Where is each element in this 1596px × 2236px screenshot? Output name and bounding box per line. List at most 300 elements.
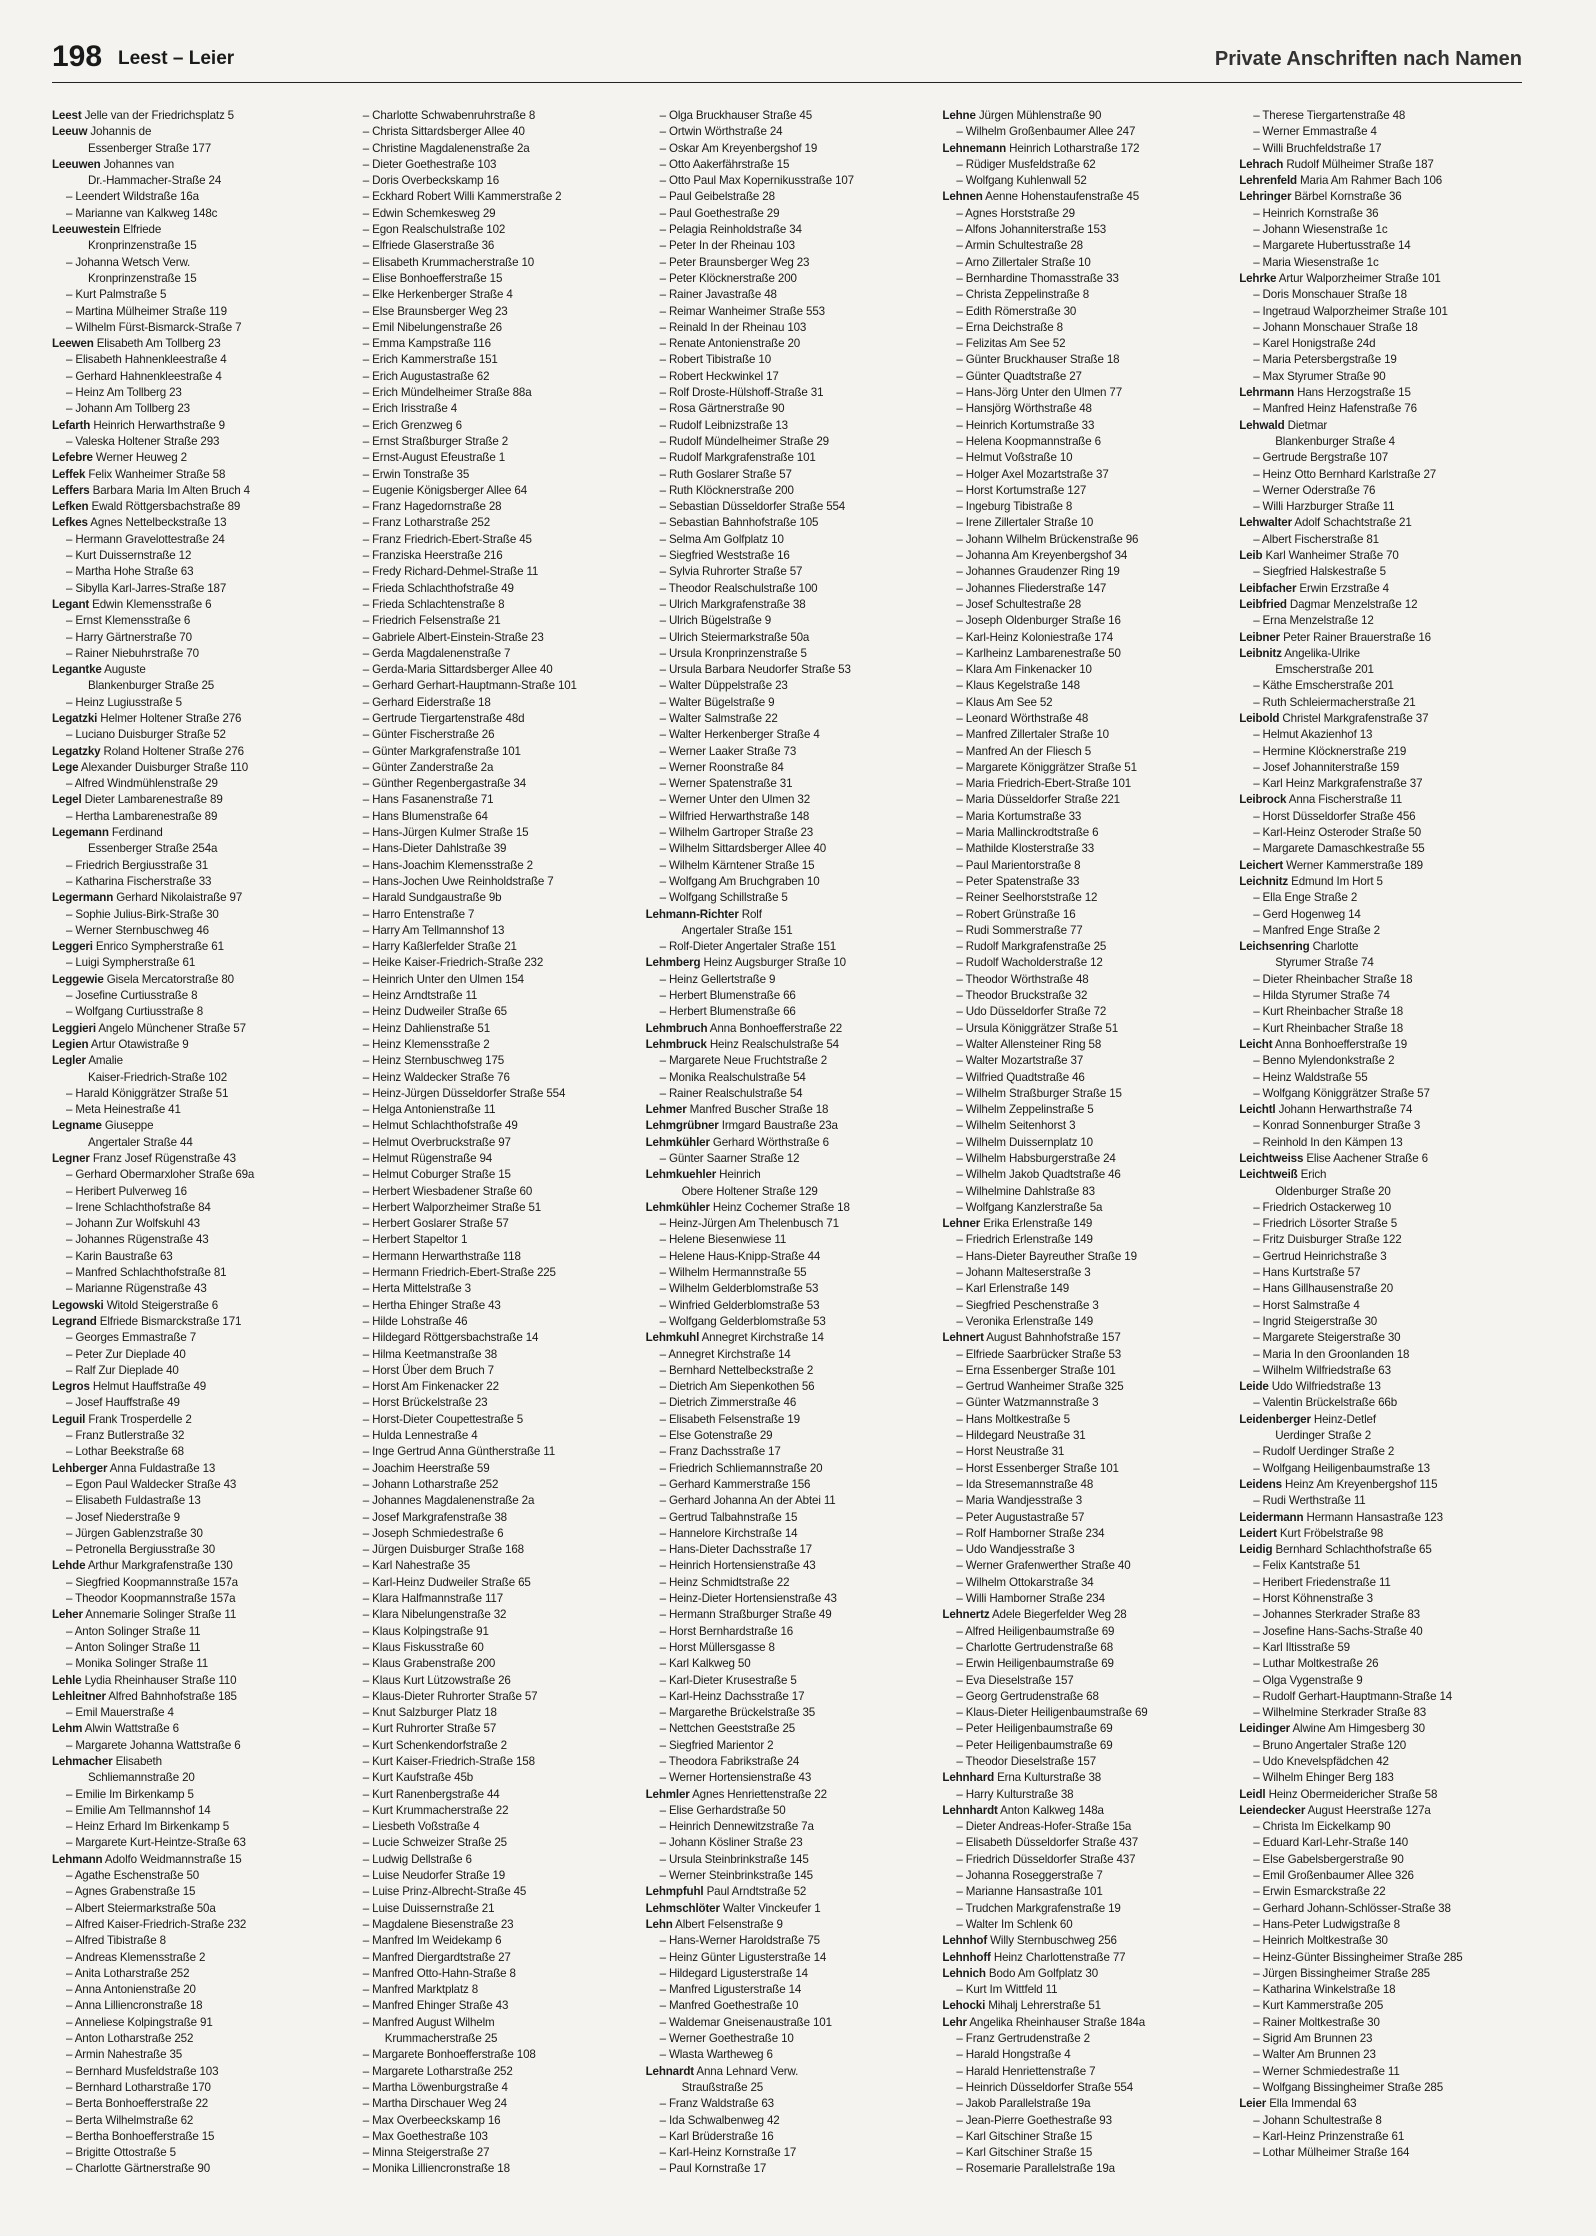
directory-entry: – Rudolf Mündelheimer Straße 29 (659, 434, 829, 448)
directory-entry: – Kurt Im Wittfeld 11 (956, 1983, 1058, 1997)
directory-entry: – Theodor Koopmannstraße 157a (66, 1592, 236, 1606)
directory-entry: – Johann Monschauer Straße 18 (1253, 320, 1418, 334)
directory-entry: – Egon Realschulstraße 102 (362, 223, 506, 237)
surname: Leichsenring (1239, 940, 1310, 954)
directory-entry: – Johann Wiesenstraße 1c (1253, 223, 1388, 237)
directory-entry: – Dieter Rheinbacher Straße 18 (1253, 972, 1413, 986)
surname: Lehnen (942, 190, 983, 204)
directory-entry: – Helmut Akazienhof 13 (1253, 728, 1373, 742)
directory-entry: – Kurt Duissernstraße 12 (66, 549, 192, 563)
directory-entry: Angertaler Straße 44 (88, 1135, 193, 1149)
directory-entry: – Klara Halfmannstraße 117 (362, 1592, 504, 1606)
directory-entry: – Rolf Hamborner Straße 234 (956, 1526, 1105, 1540)
directory-entry: Lehm Alwin Wattstraße 6 (52, 1722, 179, 1736)
directory-entry: – Liesbeth Voßstraße 4 (362, 1820, 480, 1834)
directory-entry: Leest Jelle van der Friedrichsplatz 5 (52, 109, 234, 122)
directory-entry: – Wilhelm Gartroper Straße 23 (659, 826, 814, 840)
directory-entry: – Anneliese Kolpingstraße 91 (66, 2015, 213, 2029)
directory-entry: – Alfons Johanniterstraße 153 (956, 223, 1107, 237)
directory-entry: – Rudolf Markgrafenstraße 101 (659, 451, 816, 465)
surname: Legant (52, 597, 90, 611)
directory-entry: – Elisabeth Düsseldorfer Straße 437 (956, 1836, 1139, 1850)
directory-entry: – Heinz Klemensstraße 2 (362, 1037, 490, 1051)
directory-entry: – Rudolf Wacholderstraße 12 (956, 956, 1103, 970)
directory-entry: Legatzki Helmer Holtener Straße 276 (52, 711, 242, 725)
directory-entry: – Wolfgang Kuhlenwall 52 (956, 174, 1087, 188)
directory-entry: – Walter Mozartstraße 37 (956, 1054, 1084, 1068)
directory-column-1 (52, 108, 335, 2218)
surname: Lehnhard (942, 1771, 995, 1785)
directory-entry: Lehnertz Adele Biegerfelder Weg 28 (942, 1608, 1127, 1622)
directory-entry: – Karin Baustraße 63 (66, 1249, 173, 1263)
directory-entry: – Katharina Fischerstraße 33 (66, 874, 212, 888)
directory-entry: – Werner Hortensienstraße 43 (659, 1771, 812, 1785)
directory-entry: – Eva Dieselstraße 157 (956, 1673, 1074, 1687)
directory-entry: – Elisabeth Felsenstraße 19 (659, 1412, 800, 1426)
directory-entry: – Margarete Königgrätzer Straße 51 (956, 760, 1137, 774)
directory-entry: – Harro Entenstraße 7 (362, 907, 475, 921)
directory-entry: – Peter Augustastraße 57 (956, 1510, 1085, 1524)
directory-entry: – Theodor Realschulstraße 100 (659, 581, 818, 595)
directory-entry: – Elise Bonhoefferstraße 15 (362, 271, 503, 285)
directory-entry: – Johann Zur Wolfskuhl 43 (66, 1217, 200, 1231)
directory-column-3 (646, 108, 929, 2218)
directory-entry: – Wilhelm Seitenhorst 3 (956, 1119, 1076, 1133)
directory-entry: – Sebastian Düsseldorfer Straße 554 (659, 500, 846, 514)
directory-entry: – Dietrich Am Siepenkothen 56 (659, 1380, 815, 1394)
directory-entry: – Franz Lotharstraße 252 (362, 516, 491, 530)
directory-entry: – Karl-Heinz Kornstraße 17 (659, 2146, 797, 2160)
directory-entry: Lege Alexander Duisburger Straße 110 (52, 760, 249, 774)
directory-entry: – Winfried Gelderblomstraße 53 (659, 1298, 820, 1312)
directory-entry: Legien Artur Otawistraße 9 (52, 1037, 189, 1051)
directory-entry: – Joseph Oldenburger Straße 16 (956, 614, 1121, 628)
directory-entry: – Hans Moltkestraße 5 (956, 1412, 1070, 1426)
directory-entry: – Wilhelm Großenbaumer Allee 247 (956, 125, 1136, 139)
directory-entry: – Eduard Karl-Lehr-Straße 140 (1253, 1836, 1409, 1850)
directory-entry: Lehringer Bärbel Kornstraße 36 (1239, 190, 1402, 204)
directory-entry: – Herta Mittelstraße 3 (362, 1282, 471, 1296)
directory-entry: Leeuwen Johannes van (52, 157, 175, 171)
directory-entry: – Horst Müllersgasse 8 (659, 1640, 775, 1654)
directory-entry: – Werner Schmiedestraße 11 (1253, 2064, 1400, 2078)
surname: Lehner (942, 1217, 981, 1231)
directory-entry: – Harry Am Tellmannshof 13 (362, 923, 505, 937)
directory-entry: Lehnhardt Anton Kalkweg 148a (942, 1803, 1104, 1817)
directory-entry: – Hans Blumenstraße 64 (362, 809, 488, 823)
directory-entry: – Horst Bernhardstraße 16 (659, 1624, 794, 1638)
directory-entry: – Gerhard Hahnenkleestraße 4 (66, 369, 222, 383)
directory-entry: – Hans Fasanenstraße 71 (362, 793, 494, 807)
directory-entry: – Sophie Julius-Birk-Straße 30 (66, 907, 219, 921)
directory-entry: Lehmann-Richter Rolf (645, 907, 762, 921)
surname: Lehberger (52, 1461, 108, 1475)
directory-entry: Legemann Ferdinand (52, 826, 163, 840)
surname: Legname (52, 1119, 102, 1133)
surname: Legien (52, 1037, 89, 1051)
directory-entry: – Harry Gärtnerstraße 70 (66, 630, 192, 644)
surname: Leibnitz (1239, 646, 1282, 660)
directory-entry: – Frieda Schlachtenstraße 8 (362, 597, 505, 611)
directory-entry: – Werner Grafenwerther Straße 40 (956, 1559, 1131, 1573)
directory-entry: – Luise Neudorfer Straße 19 (362, 1869, 506, 1883)
directory-entry: – Helmut Overbruckstraße 97 (362, 1135, 511, 1149)
surname: Leichtweiß (1239, 1168, 1298, 1182)
directory-entry: – Johann Wilhelm Brückenstraße 96 (956, 532, 1139, 546)
directory-entry: – Peter Heiligenbaumstraße 69 (956, 1722, 1113, 1736)
surname: Leicht (1239, 1037, 1273, 1051)
directory-entry: – Manfred Enge Straße 2 (1253, 923, 1380, 937)
directory-entry: – Gerhard Gerhart-Hauptmann-Straße 101 (362, 679, 577, 693)
directory-entry: – Katharina Winkelstraße 18 (1253, 1983, 1396, 1997)
directory-entry: – Felix Kantstraße 51 (1253, 1559, 1361, 1573)
directory-entry: – Hildegard Ligusterstraße 14 (659, 1966, 808, 1980)
directory-entry: – Else Braunsberger Weg 23 (362, 304, 508, 318)
directory-entry: – Karl-Heinz Osteroder Straße 50 (1253, 826, 1422, 840)
directory-entry: – Johannes Magdalenenstraße 2a (362, 1494, 535, 1508)
directory-entry: – Josef Johanniterstraße 159 (1253, 760, 1400, 774)
directory-entry: Lehnen Aenne Hohenstaufenstraße 45 (942, 190, 1140, 204)
directory-entry: – Heinz Waldstraße 55 (1253, 1070, 1368, 1084)
directory-entry: – Manfred An der Fliesch 5 (956, 744, 1092, 758)
directory-entry: – Hans-Dieter Bayreuther Straße 19 (956, 1249, 1137, 1263)
directory-entry: Leichnitz Edmund Im Hort 5 (1239, 874, 1383, 888)
directory-entry: Lehmpfuhl Paul Arndtstraße 52 (645, 1885, 807, 1899)
directory-entry: – Wolfgang Schillstraße 5 (659, 891, 788, 905)
directory-entry: – Christa Sittardsberger Allee 40 (362, 125, 525, 139)
directory-entry: – Sibylla Karl-Jarres-Straße 187 (66, 581, 227, 595)
surname: Lehde (52, 1559, 86, 1573)
directory-entry: – Siegfried Koopmannstraße 157a (66, 1575, 238, 1589)
surname: Legowski (52, 1298, 104, 1312)
surname: Lehnhardt (942, 1803, 998, 1817)
directory-entry: – Pelagia Reinholdstraße 34 (659, 223, 802, 237)
surname: Lehnhoff (942, 1950, 991, 1964)
directory-entry: – Eugenie Königsberger Allee 64 (362, 483, 528, 497)
surname: Lehmacher (52, 1754, 113, 1768)
directory-entry: Lehrenfeld Maria Am Rahmer Bach 106 (1239, 174, 1443, 188)
directory-entry: Lefken Ewald Röttgersbachstraße 89 (52, 500, 241, 514)
directory-entry: – Karl Brüderstraße 16 (659, 2129, 774, 2143)
directory-entry: Leidenberger Heinz-Detlef (1239, 1412, 1376, 1426)
directory-entry: – Heike Kaiser-Friedrich-Straße 232 (362, 956, 544, 970)
directory-entry: Leib Karl Wanheimer Straße 70 (1239, 549, 1399, 563)
directory-entry: – Klaus Am See 52 (956, 695, 1053, 709)
directory-entry: – Heinrich Moltkestraße 30 (1253, 1934, 1388, 1948)
directory-entry: – Wilfried Herwarthstraße 148 (659, 809, 810, 823)
directory-entry: – Ludwig Dellstraße 6 (362, 1852, 472, 1866)
directory-entry: – Josef Markgrafenstraße 38 (362, 1510, 507, 1524)
surname: Leide (1239, 1380, 1269, 1394)
directory-entry: Leibfacher Erwin Erzstraße 4 (1239, 581, 1389, 595)
directory-entry: – Egon Paul Waldecker Straße 43 (66, 1477, 237, 1491)
directory-entry: Lehrke Artur Walporzheimer Straße 101 (1239, 271, 1441, 285)
directory-entry: – Heinz Gellertstraße 9 (659, 972, 776, 986)
directory-entry: – Marianne Rügenstraße 43 (66, 1282, 207, 1296)
surname: Leidert (1239, 1526, 1277, 1540)
directory-entry: – Ortwin Wörthstraße 24 (659, 125, 783, 139)
directory-entry: – Agnes Horststraße 29 (956, 206, 1075, 220)
directory-entry: Uerdinger Straße 2 (1275, 1429, 1372, 1443)
directory-entry: – Karl Erlenstraße 149 (956, 1282, 1070, 1296)
directory-entry: – Klaus Grabenstraße 200 (362, 1657, 496, 1671)
directory-entry: – Karl Gitschiner Straße 15 (956, 2146, 1093, 2160)
directory-entry: – Hermann Gravelottestraße 24 (66, 532, 225, 546)
directory-entry: – Wilhelm Straßburger Straße 15 (956, 1086, 1122, 1100)
directory-entry: – Franz Dachsstraße 17 (659, 1445, 781, 1459)
directory-entry: – Heinz Dahlienstraße 51 (362, 1021, 491, 1035)
directory-entry: Leguil Frank Trosperdelle 2 (52, 1412, 192, 1426)
directory-entry: – Therese Tiergartenstraße 48 (1253, 109, 1406, 122)
directory-entry: – Maria Wiesenstraße 1c (1253, 255, 1379, 269)
directory-entry: – Maria Düsseldorfer Straße 221 (956, 793, 1120, 807)
directory-entry: – Reinald In der Rheinau 103 (659, 320, 807, 334)
directory-entry: – Heinz-Jürgen Düsseldorfer Straße 554 (362, 1086, 566, 1100)
directory-entry: – Klara Am Finkenacker 10 (956, 663, 1092, 677)
surname: Lehringer (1239, 190, 1292, 204)
directory-entry: – Harald Hongstraße 4 (956, 2048, 1071, 2062)
directory-entry: – Heinrich Dennewitzstraße 7a (659, 1820, 814, 1834)
directory-entry: – Ernst Straßburger Straße 2 (362, 434, 509, 448)
directory-entry: – Emma Kampstraße 116 (362, 337, 491, 351)
directory-entry: – Gerd Hogenweg 14 (1253, 907, 1361, 921)
directory-entry: – Else Gabelsbergerstraße 90 (1253, 1852, 1404, 1866)
directory-entry: Leidinger Alwine Am Himgesberg 30 (1239, 1722, 1425, 1736)
surname: Lehn (645, 1917, 673, 1931)
directory-entry: – Rainer Javastraße 48 (659, 288, 777, 302)
directory-entry: – Paul Kornstraße 17 (659, 2162, 767, 2176)
directory-entry: – Willi Harzburger Straße 11 (1253, 500, 1395, 514)
directory-entry: – Alfred Kaiser-Friedrich-Straße 232 (66, 1917, 247, 1931)
directory-entry: – Horst Über dem Bruch 7 (362, 1363, 494, 1377)
directory-entry: Leidig Bernhard Schlachthofstraße 65 (1239, 1543, 1432, 1557)
directory-entry: – Anita Lotharstraße 252 (66, 1966, 190, 1980)
directory-entry: – Manfred Marktplatz 8 (362, 1983, 479, 1997)
directory-entry: – Karl Iltisstraße 59 (1253, 1640, 1350, 1654)
directory-entry: – Inge Gertrud Anna Güntherstraße 11 (362, 1445, 556, 1459)
directory-columns (52, 108, 1522, 2218)
directory-entry: – Anton Solinger Straße 11 (66, 1624, 201, 1638)
directory-entry: – Klaus Fiskusstraße 60 (362, 1640, 484, 1654)
page-number: 198 (52, 40, 103, 73)
directory-entry: – Elfriede Glaserstraße 36 (362, 239, 495, 253)
directory-entry: Angertaler Straße 151 (681, 923, 793, 937)
directory-entry: Leher Annemarie Solinger Straße 11 (52, 1608, 237, 1622)
surname: Lehmschlöter (645, 1901, 720, 1915)
directory-entry: – Theodor Wörthstraße 48 (956, 972, 1089, 986)
directory-entry: – Karlheinz Lambarenestraße 50 (956, 646, 1121, 660)
directory-entry: – Erich Kammerstraße 151 (362, 353, 498, 367)
directory-entry: – Rosa Gärtnerstraße 90 (659, 402, 785, 416)
directory-entry: Legatzky Roland Holtener Straße 276 (52, 744, 244, 758)
directory-entry: – Wilhelm Ehinger Berg 183 (1253, 1771, 1394, 1785)
directory-entry: – Johann Am Tollberg 23 (66, 402, 190, 416)
directory-entry: Legname Giuseppe (52, 1119, 154, 1133)
directory-entry: – Emil Großenbaumer Allee 326 (1253, 1869, 1414, 1883)
surname: Leeuwestein (52, 223, 120, 237)
directory-entry: – Wilhelmine Dahlstraße 83 (956, 1184, 1095, 1198)
directory-entry: – Anna Antonienstraße 20 (66, 1983, 196, 1997)
directory-entry: – Heinz-Dieter Hortensienstraße 43 (659, 1592, 837, 1606)
directory-entry: – Martha Dirschauer Weg 24 (362, 2097, 507, 2111)
directory-entry: Lehocki Mihalj Lehrerstraße 51 (942, 1999, 1101, 2013)
surname: Lehmberg (645, 956, 701, 970)
directory-entry: – Lothar Beekstraße 68 (66, 1445, 184, 1459)
directory-entry: Schliemannstraße 20 (88, 1771, 195, 1785)
directory-entry: Lehmschlöter Walter Vinckeufer 1 (645, 1901, 821, 1915)
directory-entry: Lehmkuhl Annegret Kirchstraße 14 (645, 1331, 824, 1345)
directory-entry: – Eckhard Robert Willi Kammerstraße 2 (362, 190, 562, 204)
directory-entry: – Albert Steiermarkstraße 50a (66, 1901, 216, 1915)
directory-entry: – Günther Regenbergastraße 34 (362, 777, 527, 791)
directory-entry: – Hilda Styrumer Straße 74 (1253, 989, 1390, 1003)
directory-entry: – Horst Kortumstraße 127 (956, 483, 1087, 497)
directory-entry: – Jürgen Gablenzstraße 30 (66, 1526, 203, 1540)
directory-entry: – Johann Lotharstraße 252 (362, 1477, 499, 1491)
directory-entry: – Margarete Bonhoefferstraße 108 (362, 2048, 536, 2062)
directory-entry: – Margarete Steigerstraße 30 (1253, 1331, 1401, 1345)
directory-entry: Leibfried Dagmar Menzelstraße 12 (1239, 597, 1418, 611)
directory-entry: Lehmbruch Anna Bonhoefferstraße 22 (645, 1021, 842, 1035)
directory-entry: – Wlasta Wartheweg 6 (659, 2048, 773, 2062)
directory-entry: – Käthe Emscherstraße 201 (1253, 679, 1394, 693)
directory-entry: – Rainer Moltkestraße 30 (1253, 2015, 1380, 2029)
directory-entry: – Manfred Ehinger Straße 43 (362, 1999, 509, 2013)
directory-entry: – Ulrich Steiermarkstraße 50a (659, 630, 810, 644)
surname: Lehocki (942, 1999, 986, 2013)
directory-entry: – Harald Königgrätzer Straße 51 (66, 1086, 229, 1100)
directory-entry: Lehnich Bodo Am Golfplatz 30 (942, 1966, 1099, 1980)
directory-entry: Legowski Witold Steigerstraße 6 (52, 1298, 219, 1312)
directory-entry: – Gerhard Kammerstraße 156 (659, 1477, 811, 1491)
directory-entry: – Helga Antonienstraße 11 (362, 1103, 496, 1117)
directory-entry: – Margarete Kurt-Heintze-Straße 63 (66, 1836, 246, 1850)
directory-entry: – Kurt Ranenbergstraße 44 (362, 1787, 500, 1801)
surname: Leidl (1239, 1787, 1266, 1801)
directory-entry: – Gertrud Talbahnstraße 15 (659, 1510, 798, 1524)
directory-entry: Leichert Werner Kammerstraße 189 (1239, 858, 1423, 872)
directory-entry: – Wolfgang Kanzlerstraße 5a (956, 1200, 1103, 1214)
directory-entry: – Georg Gertrudenstraße 68 (956, 1689, 1099, 1703)
directory-entry: – Franz Waldstraße 63 (659, 2097, 774, 2111)
surname: Leggeri (52, 940, 93, 954)
directory-entry: Blankenburger Straße 25 (88, 679, 215, 693)
directory-entry: Leibnitz Angelika-Ulrike (1239, 646, 1360, 660)
directory-entry: – Friedrich Felsenstraße 21 (362, 614, 501, 628)
directory-entry: – Petronella Bergiusstraße 30 (66, 1543, 216, 1557)
surname: Leibrock (1239, 793, 1287, 807)
surname: Lehleitner (52, 1689, 106, 1703)
directory-entry: – Rüdiger Musfeldstraße 62 (956, 157, 1096, 171)
directory-entry: – Erna Deichstraße 8 (956, 320, 1063, 334)
directory-entry: Lehnert August Bahnhofstraße 157 (942, 1331, 1121, 1345)
surname: Leiendecker (1239, 1803, 1306, 1817)
directory-entry: – Marianne Hansastraße 101 (956, 1885, 1103, 1899)
directory-entry: – Veronika Erlenstraße 149 (956, 1314, 1093, 1328)
directory-entry: – Doris Monschauer Straße 18 (1253, 288, 1407, 302)
directory-entry: – Heinz Lugiusstraße 5 (66, 695, 182, 709)
surname: Legros (52, 1380, 90, 1394)
directory-entry: – Heinz Waldecker Straße 76 (362, 1070, 510, 1084)
directory-entry: – Erwin Heiligenbaumstraße 69 (956, 1657, 1114, 1671)
directory-entry: – Rolf-Dieter Angertaler Straße 151 (659, 940, 837, 954)
directory-entry: – Brigitte Ottostraße 5 (66, 2146, 176, 2160)
directory-entry: Lehleitner Alfred Bahnhofstraße 185 (52, 1689, 237, 1703)
surname: Lehnertz (942, 1608, 990, 1622)
directory-entry: – Arno Zillertaler Straße 10 (956, 255, 1091, 269)
directory-entry: – Bernhardine Thomasstraße 33 (956, 271, 1119, 285)
directory-entry: – Kurt Ruhrorter Straße 57 (362, 1722, 497, 1736)
directory-entry: – Heinz-Jürgen Am Thelenbusch 71 (659, 1217, 839, 1231)
directory-entry: – Benno Mylendonkstraße 2 (1253, 1054, 1395, 1068)
directory-entry: – Dieter Goethestraße 103 (362, 157, 497, 171)
directory-entry: – Horst Am Finkenacker 22 (362, 1380, 499, 1394)
directory-entry: Lehmer Manfred Buscher Straße 18 (645, 1103, 829, 1117)
directory-entry: Lehmbruck Heinz Realschulstraße 54 (645, 1037, 839, 1051)
directory-entry: – Edwin Schemkesweg 29 (362, 206, 496, 220)
directory-entry: – Anna Lilliencronstraße 18 (66, 1999, 203, 2013)
directory-entry: Lehde Arthur Markgrafenstraße 130 (52, 1559, 233, 1573)
directory-entry: – Manfred Heinz Hafenstraße 76 (1253, 402, 1417, 416)
directory-entry: Obere Holtener Straße 129 (681, 1184, 818, 1198)
directory-entry: – Werner Goethestraße 10 (659, 2032, 794, 2046)
directory-entry: – Friedrich Bergiusstraße 31 (66, 858, 209, 872)
directory-entry: – Rudolf Markgrafenstraße 25 (956, 940, 1107, 954)
directory-entry: – Berta Wilhelmstraße 62 (66, 2113, 194, 2127)
directory-entry: Legler Amalie (52, 1054, 123, 1068)
directory-entry: – Charlotte Gertrudenstraße 68 (956, 1640, 1113, 1654)
directory-entry: – Helene Haus-Knipp-Straße 44 (659, 1249, 821, 1263)
directory-entry: – Luciano Duisburger Straße 52 (66, 728, 226, 742)
directory-entry: – Else Gotenstraße 29 (659, 1429, 773, 1443)
surname: Lehwalter (1239, 516, 1292, 530)
surname: Legermann (52, 891, 114, 905)
directory-entry: – Ernst Klemensstraße 6 (66, 614, 191, 628)
surname: Lehmler (645, 1787, 690, 1801)
directory-entry: – Hilma Keetmanstraße 38 (362, 1347, 498, 1361)
directory-entry: – Wolfgang Am Bruchgraben 10 (659, 874, 820, 888)
directory-entry: – Karl Heinz Markgrafenstraße 37 (1253, 777, 1423, 791)
directory-entry: – Armin Nahestraße 35 (66, 2048, 183, 2062)
directory-entry: – Ida Stresemannstraße 48 (956, 1477, 1094, 1491)
directory-entry: – Anton Lotharstraße 252 (66, 2032, 194, 2046)
directory-entry: Lehmkühler Gerhard Wörthstraße 6 (645, 1135, 829, 1149)
directory-entry: – Heinrich Kornstraße 36 (1253, 206, 1379, 220)
directory-entry: – Hans-Peter Ludwigstraße 8 (1253, 1917, 1400, 1931)
surname: Lehmkühler (645, 1135, 710, 1149)
directory-entry: – Harry Kaßlerfelder Straße 21 (362, 940, 517, 954)
surname: Leeuwen (52, 157, 101, 171)
directory-entry: Essenberger Straße 254a (88, 842, 218, 856)
directory-entry: – Karl Kalkweg 50 (659, 1657, 751, 1671)
directory-entry: – Ruth Goslarer Straße 57 (659, 467, 792, 481)
directory-entry: – Meta Heinestraße 41 (66, 1103, 181, 1117)
directory-entry: – Trudchen Markgrafenstraße 19 (956, 1901, 1121, 1915)
directory-entry: Legel Dieter Lambarenestraße 89 (52, 793, 223, 807)
directory-entry: – Günter Watzmannstraße 3 (956, 1396, 1099, 1410)
directory-entry: Lehmkühler Heinz Cochemer Straße 18 (645, 1200, 850, 1214)
directory-entry: – Dietrich Zimmerstraße 46 (659, 1396, 797, 1410)
directory-entry: Lehner Erika Erlenstraße 149 (942, 1217, 1093, 1231)
directory-entry: – Helmut Voßstraße 10 (956, 451, 1073, 465)
directory-entry: Leidermann Hermann Hansastraße 123 (1239, 1510, 1443, 1524)
directory-entry: – Gerhard Johanna An der Abtei 11 (659, 1494, 836, 1508)
directory-entry: – Ingeburg Tibistraße 8 (956, 500, 1073, 514)
directory-entry: – Hildegard Neustraße 31 (956, 1429, 1086, 1443)
directory-entry: – Marianne van Kalkweg 148c (66, 206, 218, 220)
surname: Leewen (52, 337, 94, 351)
surname: Lehmbruch (645, 1021, 708, 1035)
